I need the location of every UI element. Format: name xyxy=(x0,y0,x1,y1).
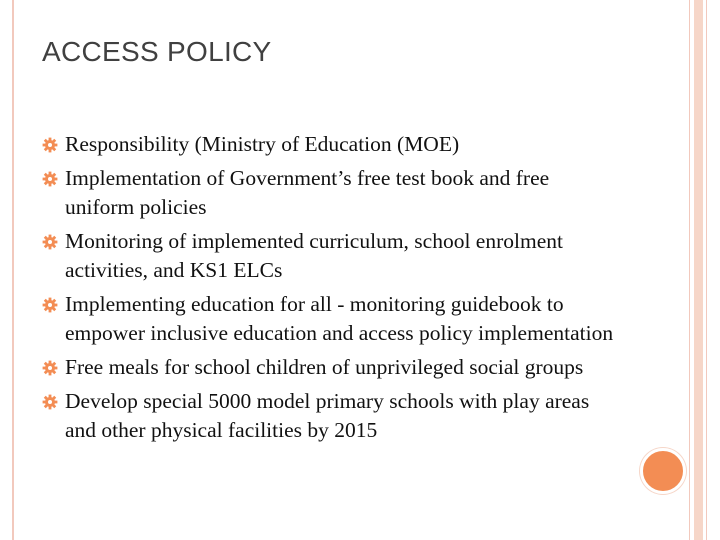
slide-title: ACCESS POLICY xyxy=(42,36,272,67)
left-border-line xyxy=(12,0,14,540)
bullet-text: Develop special 5000 model primary schools with play areas and other physical facilities by 2015 xyxy=(65,389,590,442)
decorative-circle xyxy=(640,448,686,494)
bullet-list xyxy=(42,130,622,450)
gear-icon xyxy=(42,297,58,313)
bullet-text: Monitoring of implemented curriculum, school enrolment activities, and KS1 ELCs xyxy=(65,229,563,282)
bullet-item xyxy=(42,164,622,222)
bullet-text: Implementing education for all - monitoring guidebook to empower inclusive education and access policy implementation xyxy=(65,292,614,345)
bullet-text: Implementation of Government’s free test book and free uniform policies xyxy=(65,166,550,219)
bullet-item xyxy=(42,353,622,382)
bullet-item xyxy=(42,387,622,445)
bullet-text: Free meals for school children of unprivileged social groups xyxy=(65,355,584,379)
right-border-bar xyxy=(694,0,703,540)
right-border-line-inner xyxy=(689,0,690,540)
gear-icon xyxy=(42,360,58,376)
right-border-line-outer xyxy=(706,0,707,540)
gear-icon xyxy=(42,394,58,410)
gear-icon xyxy=(42,171,58,187)
gear-icon xyxy=(42,234,58,250)
bullet-item xyxy=(42,130,622,159)
gear-icon xyxy=(42,137,58,153)
bullet-text: Responsibility (Ministry of Education (MOE) xyxy=(65,132,460,156)
bullet-item xyxy=(42,290,622,348)
bullet-item xyxy=(42,227,622,285)
